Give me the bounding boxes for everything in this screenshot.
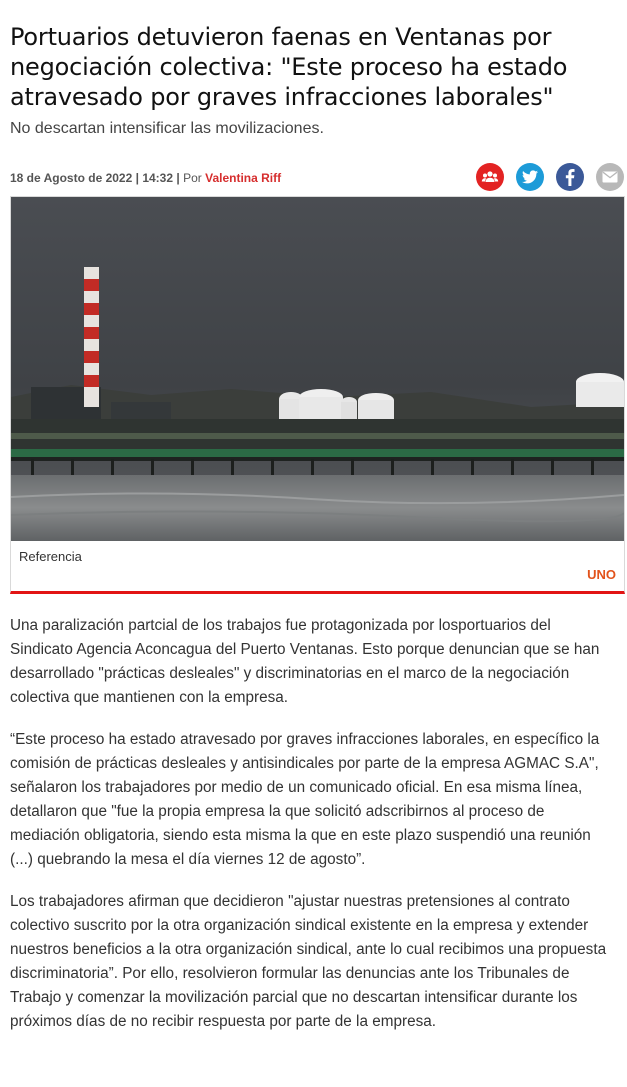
article-header [10,22,624,195]
by-label: Por [183,171,202,185]
article-figure [10,196,625,594]
port-photo [11,197,624,541]
twitter-icon [522,170,538,184]
figure-source: UNO [587,567,616,582]
paragraph: Los trabajadores afirman que decidieron "ajustar nuestras pretensiones al contrato colectivo suscrito por la otra organización sindical existente en la empresa y extender nuestros beneficios a la otra organización sindical, ante lo cual recibimos una propuesta discriminatoria”. Por ello, resolvieron formular las denuncias ante los Tribunales de Trabajo y comenzar la movilización parcial que no descartan intensificar durante los próximos días de no recibir respuesta por parte de la empresa. [10,893,607,1030]
share-bar [476,163,624,191]
facebook-icon [565,169,575,186]
article-meta [10,171,281,185]
meta-separator: | [135,171,143,185]
meta-row [10,163,624,195]
figure-caption: Referencia [19,549,82,564]
community-icon [481,168,499,186]
paragraph: “Este proceso ha estado atravesado por graves infracciones laborales, en específico la comisión de prácticas desleales y antisindicales por parte de la empresa AGMAC S.A", señalaron los trabajadores por medio de un comunicado oficial. En esa misma línea, detallaron que "fue la propia empresa la que solicitó adscribirnos al proceso de mediación obligatoria, siendo esta misma la que en este plazo suspendió una reunión (...) quebrando la mesa el día viernes 12 de agosto”. [10,731,600,868]
facebook-share-button[interactable] [556,163,584,191]
mail-icon [602,171,618,183]
author-link[interactable]: Valentina Riff [205,171,282,185]
community-share-button[interactable] [476,163,504,191]
mail-share-button[interactable] [596,163,624,191]
twitter-share-button[interactable] [516,163,544,191]
article-date: 18 de Agosto de 2022 [10,171,133,185]
meta-separator: | [176,171,184,185]
article-time: 14:32 [142,171,174,185]
paragraph: Una paralización partcial de los trabajos fue protagonizada por losportuarios del Sindicato Agencia Aconcagua del Puerto Ventanas. Esto porque denuncian que se han desarrollado "prácticas desleales" y discriminatorias en el marco de la negociación colectiva que mantienen con la empresa. [10,617,600,706]
article-body [10,614,616,1052]
article-title: Portuarios detuvieron faenas en Ventanas por negociación colectiva: "Este proceso ha estado atravesado por graves infracciones laborales" [10,23,568,111]
article-subtitle: No descartan intensificar las movilizaciones. [10,120,324,137]
